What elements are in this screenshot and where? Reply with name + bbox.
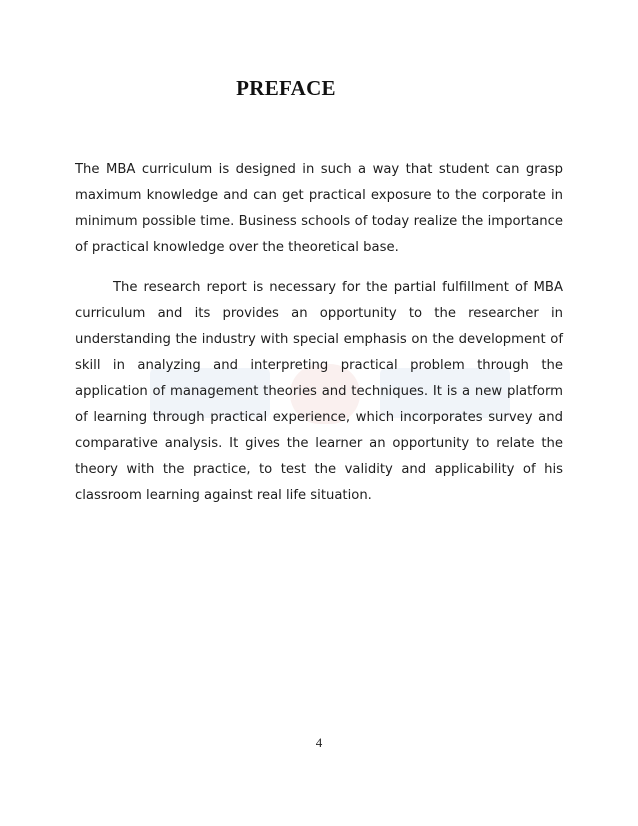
page-title: PREFACE [236,76,336,100]
page-number: 4 [315,735,323,750]
paragraph-1: The MBA curriculum is designed in such a way that student can grasp maximum knowledge and can get practical exposure to the corporate in minimum possible time. Business schools of today realize the importance of practical knowledge over the theoretical base. [75,162,563,255]
paragraph-2: The research report is necessary for the partial fulfillment of MBA curriculum and its provides an opportunity to the researcher in understanding the industry with special emphasis on the development of skill in analyzing and interpreting practical problem through the application of management theories and techniques. It is a new platform of learning through practical experience, which incorporates survey and comparative analysis. It gives the learner an opportunity to relate the theory with the practice, to test the validity and applicability of his classroom learning against real life situation. [75,280,563,503]
